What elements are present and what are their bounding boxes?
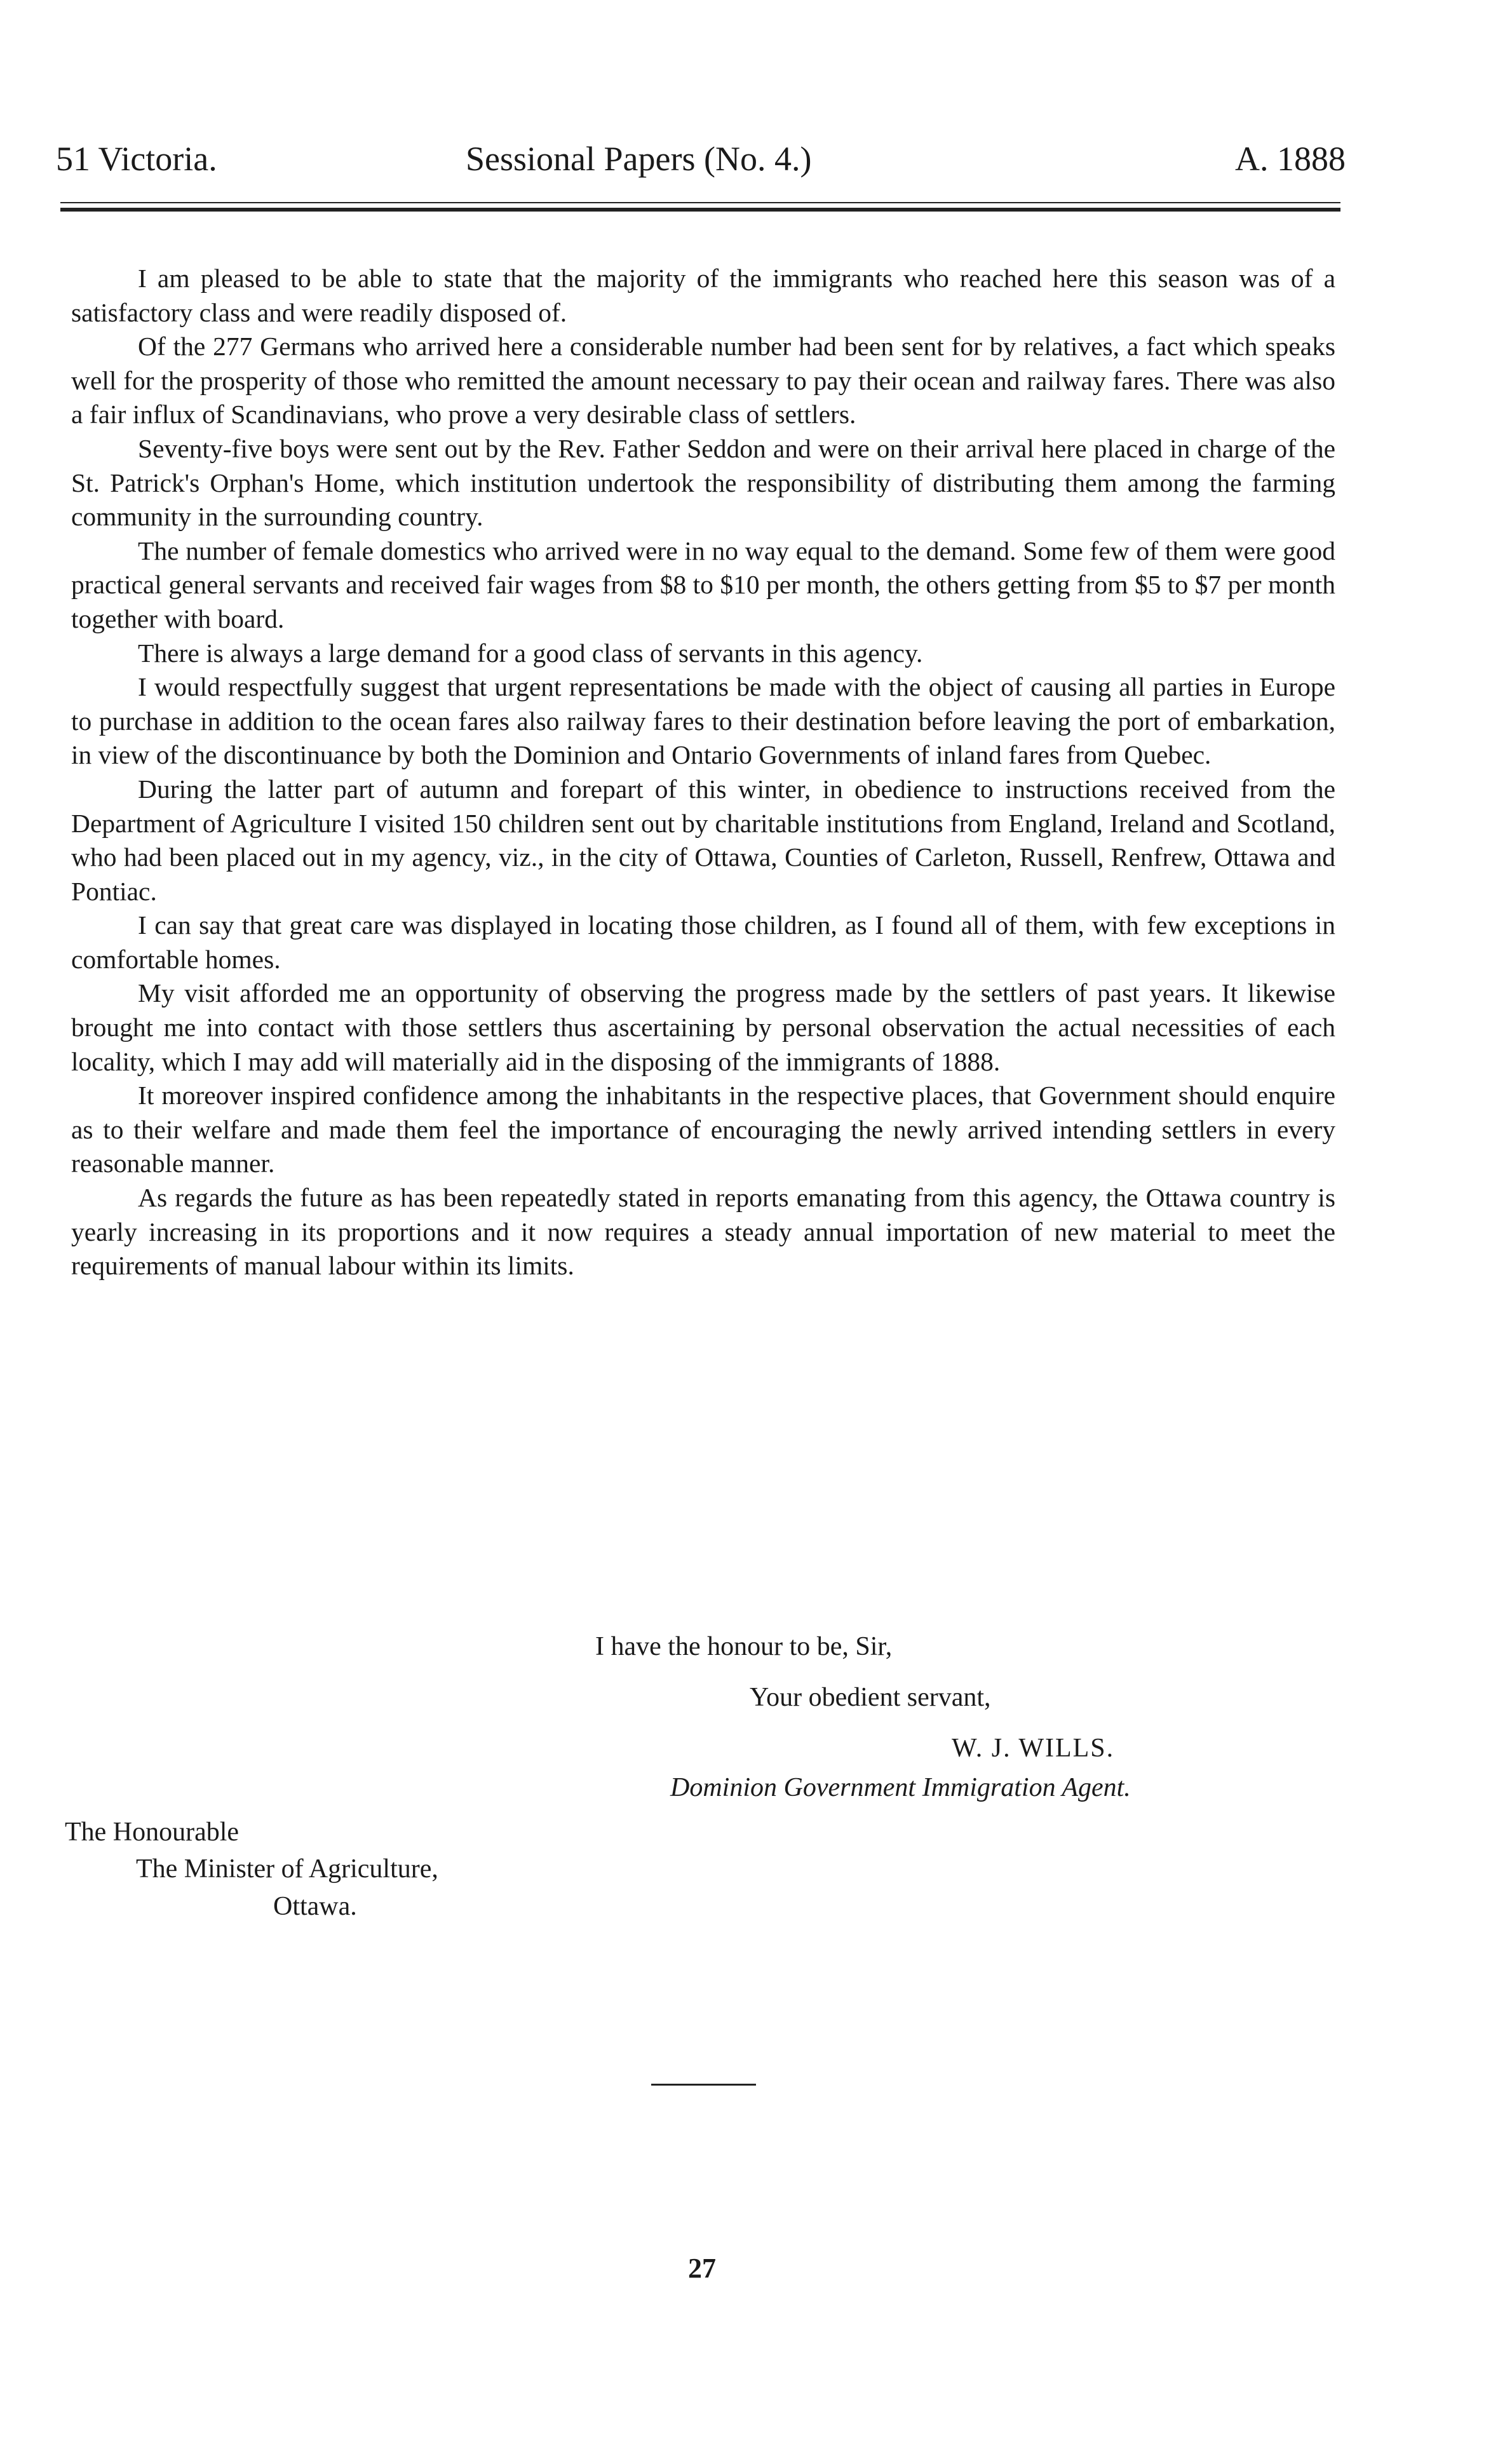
signature-name: W. J. WILLS. — [952, 1734, 1115, 1763]
closing-line-2: Your obedient servant, — [750, 1683, 991, 1712]
addressee-line-1: The Honourable — [65, 1818, 240, 1847]
paragraph-future: As regards the future as has been repeatedly stated in reports emanating from this agency, the Ottawa country is yearly increasing in its proportions and it now requires a steady annual importation of new material to meet the requirements of manual labour within its limits. — [71, 1183, 1335, 1281]
header-year: A. 1888 — [1235, 140, 1346, 178]
header-session: 51 Victoria. — [56, 140, 217, 178]
paragraph-homes: I can say that great care was displayed in locating those children, as I found all of them, with few exceptions in comfortable homes. — [71, 910, 1335, 974]
report-body — [71, 262, 1335, 1283]
header-rule-thin — [60, 202, 1340, 203]
paragraph-settlers: My visit afforded me an opportunity of observing the progress made by the settlers of past years. It likewise brought me into contact with those settlers thus ascertaining by personal observation the actual necessities of each locality, which I may add will materially aid in the disposing of the immigrants of 1888. — [71, 978, 1335, 1076]
signature-title: Dominion Government Immigration Agent. — [670, 1773, 1131, 1802]
paragraph-children-visit: During the latter part of autumn and forepart of this winter, in obedience to instructions received from the Department of Agriculture I visited 150 children sent out by charitable institutions from England, Ireland and Scotland, who had been placed out in my agency, viz., in the city of Ottawa, Counties of Carleton, Russell, Renfrew, Ottawa and Pontiac. — [71, 774, 1335, 906]
paragraph-majority: I am pleased to be able to state that the majority of the immigrants who reached here this season was of a satisfactory class and were readily disposed of. — [71, 264, 1335, 327]
closing-line-1: I have the honour to be, Sir, — [595, 1632, 893, 1661]
header-rule-thick — [60, 208, 1340, 212]
page-number: 27 — [688, 2253, 716, 2284]
paragraph-domestics: The number of female domestics who arrived were in no way equal to the demand. Some few of them were good practical general servants and received fair wages from $8 to $10 per month, the others getting from $5 to $7 per month together with board. — [71, 536, 1335, 633]
paragraph-boys: Seventy-five boys were sent out by the Rev. Father Seddon and were on their arrival here placed in charge of the St. Patrick's Orphan's Home, which institution undertook the responsibility of distributing them among the farming community in the surrounding country. — [71, 433, 1335, 532]
paragraph-germans: Of the 277 Germans who arrived here a considerable number had been sent for by relatives, a fact which speaks well for the prosperity of those who remitted the amount necessary to pay their ocean and railway fares. There was also a fair influx of Scandinavians, who prove a very desirable class of settlers. — [71, 332, 1335, 429]
paragraph-confidence: It moreover inspired confidence among the inhabitants in the respective places, that Government should enquire as to their welfare and made them feel the importance of encouraging the newly arrived intending settlers in every reasonable manner. — [71, 1081, 1335, 1178]
addressee-line-2: The Minister of Agriculture, — [136, 1854, 438, 1884]
addressee-line-3: Ottawa. — [273, 1892, 357, 1921]
page-header — [56, 130, 1346, 187]
header-title: Sessional Papers (No. 4.) — [466, 140, 812, 178]
end-rule — [651, 2084, 756, 2086]
paragraph-suggestion: I would respectfully suggest that urgent representations be made with the object of causing all parties in Europe to purchase in addition to the ocean fares also railway fares to their destination before leaving the port of embarkation, in view of the discontinuance by both the Dominion and Ontario Governments of inland fares from Quebec. — [71, 672, 1335, 770]
paragraph-demand: There is always a large demand for a good class of servants in this agency. — [138, 638, 923, 668]
